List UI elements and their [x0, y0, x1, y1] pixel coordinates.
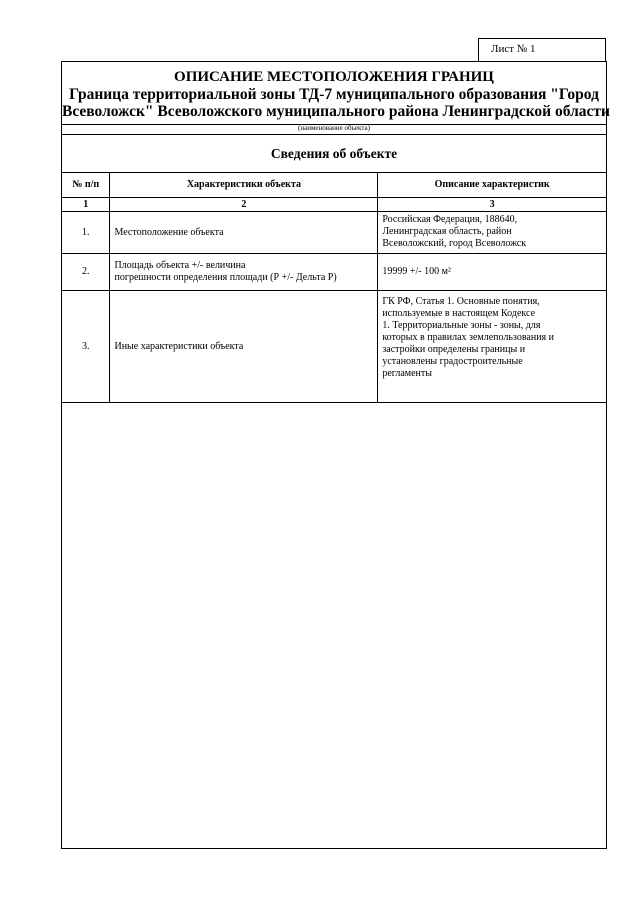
column-number-1: 1 — [62, 198, 110, 212]
document-frame — [61, 61, 610, 849]
characteristic-line: Площадь объекта +/- величина — [114, 260, 246, 271]
object-name-line-2: Всеволожск" Всеволожского муниципального района Ленинградской области — [62, 103, 610, 120]
column-number-2: 2 — [110, 198, 378, 212]
description-line: Российская Федерация, 188640, — [382, 214, 518, 225]
section-title: Сведения об объекте — [270, 146, 398, 161]
header-num: № п/п — [62, 173, 110, 198]
header-characteristic: Характеристики объекта — [110, 173, 378, 198]
characteristic-line: погрешности определения площади (Р +/- Дельта Р) — [114, 272, 337, 283]
column-number-3: 3 — [378, 198, 607, 212]
object-name-line-1: Граница территориальной зоны ТД-7 муниципального образования "Город — [69, 86, 599, 103]
object-info-table — [61, 172, 607, 403]
row-characteristic — [110, 254, 378, 291]
table-row — [62, 254, 607, 291]
column-number-row — [62, 198, 607, 212]
table-header-row — [62, 173, 607, 198]
object-name-caption: (наименование объекта) — [298, 124, 370, 132]
sheet-number-label: Лист № 1 — [491, 43, 536, 55]
description-line: застройки определены границы и — [382, 344, 526, 355]
row-characteristic: Иные характеристики объекта — [110, 291, 378, 403]
description-line: которых в правилах землепользования и — [382, 332, 555, 343]
section-divider — [62, 134, 606, 135]
table-row — [62, 212, 607, 254]
description-line: 1. Территориальные зоны - зоны, для — [382, 320, 541, 331]
description-line: 19999 +/- 100 м² — [382, 266, 451, 277]
description-line: установлены градостроительные — [382, 356, 523, 367]
description-line: используемые в настоящем Кодексе — [382, 308, 536, 319]
description-line: ГК РФ, Статья 1. Основные понятия, — [382, 296, 540, 307]
table-row — [62, 291, 607, 403]
row-description — [378, 254, 607, 291]
sheet-number-box — [478, 38, 606, 61]
description-line: Всеволожский, город Всеволожск — [382, 238, 527, 249]
description-line: Ленинградская область, район — [382, 226, 512, 237]
row-characteristic: Местоположение объекта — [110, 212, 378, 254]
row-number: 1. — [62, 212, 110, 254]
document-title: ОПИСАНИЕ МЕСТОПОЛОЖЕНИЯ ГРАНИЦ — [174, 69, 494, 85]
description-line: регламенты — [382, 368, 432, 379]
row-description — [378, 291, 607, 403]
row-number: 2. — [62, 254, 110, 291]
row-number: 3. — [62, 291, 110, 403]
header-description: Описание характеристик — [378, 173, 607, 198]
row-description — [378, 212, 607, 254]
